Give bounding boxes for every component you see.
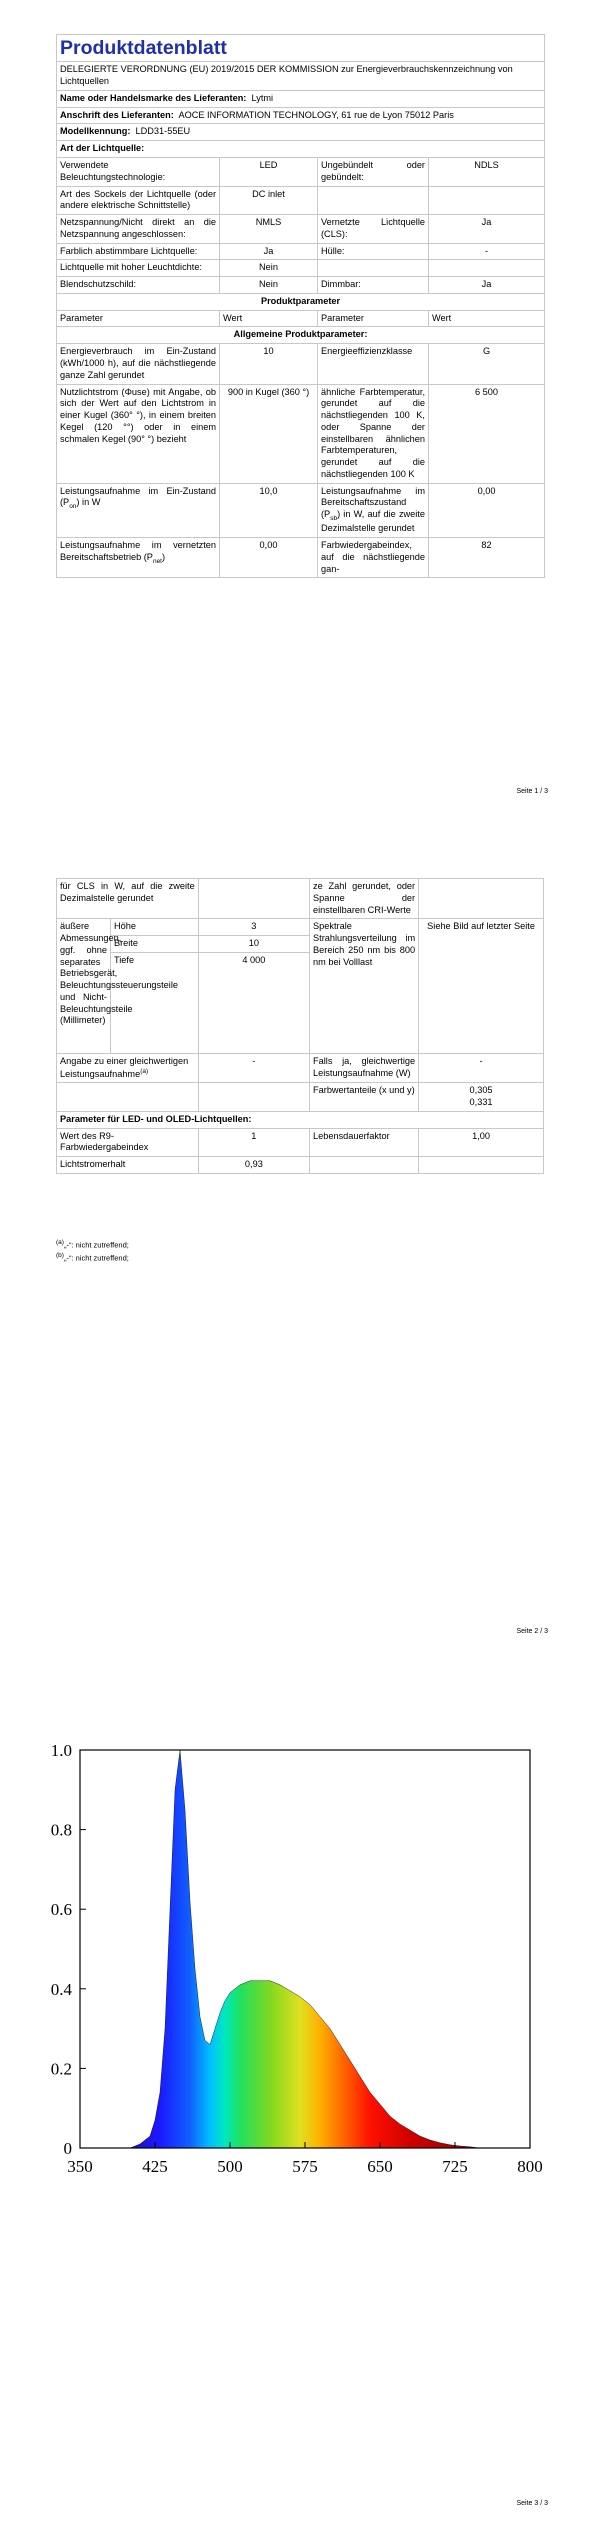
power-on-value: 10,0: [220, 483, 318, 537]
networked-standby-cont: für CLS in W, auf die zweite Dezimalstelle gerundet: [57, 879, 199, 919]
light-source-type-header: Art der Lichtquelle:: [57, 141, 545, 158]
lumen-maintenance-value: 0,93: [198, 1157, 309, 1174]
standby-label-unit: ) in W, auf die zweite Dezimalstelle gerundet: [321, 509, 425, 534]
regulation-text: DELEGIERTE VERORDNUNG (EU) 2019/2015 DER KOMMISSION zur Energieverbrauchskennzeichnung von Lichtquellen: [57, 62, 545, 91]
mains-value: NMLS: [220, 215, 318, 244]
networked-standby-label: [57, 538, 220, 578]
cri-value: 82: [429, 538, 545, 578]
equivalent-power-text: Angabe zu einer gleichwertigen Leistungsaufnahme: [60, 1055, 189, 1079]
x-tick-label: 500: [217, 2157, 243, 2176]
energy-class-value: G: [429, 344, 545, 384]
power-on-label-sub: on: [69, 503, 77, 511]
standby-label-sub: sb: [330, 514, 338, 522]
anti-glare-label: Blendschutzschild:: [57, 277, 220, 294]
spectrum-area: [110, 1750, 480, 2148]
high-luminance-label: Lichtquelle mit hoher Leuchtdichte:: [57, 260, 220, 277]
standby-label: [318, 483, 429, 537]
power-on-label-text: Leistungsaufnahme im Ein-Zustand (P: [60, 485, 216, 508]
unbundled-label: Ungebündelt oder gebündelt:: [318, 158, 429, 187]
tech-label: Verwendete Beleuchtungstechnologie:: [57, 158, 220, 187]
standby-label-text: Leistungsaufnahme im Bereitschaftszustand (P: [321, 485, 425, 520]
cri-label-cont: ze Zahl gerundet, oder Spanne der einstellbaren CRI-Werte: [310, 879, 419, 919]
page-footer-2: Seite 2 / 3: [516, 1628, 548, 1635]
supplier-name-row: [57, 90, 545, 107]
depth-label: Tiefe: [110, 952, 198, 1053]
unbundled-value: NDLS: [429, 158, 545, 187]
col-value-2: Wert: [429, 310, 545, 327]
y-tick-label: 0: [63, 2139, 72, 2158]
mains-label: Netzspannung/Nicht direkt an die Netzspannung angeschlossen:: [57, 215, 220, 244]
datasheet-table-page2: [56, 878, 544, 1174]
envelope-value: -: [429, 243, 545, 260]
x-tick-label: 650: [367, 2157, 393, 2176]
page-1: [0, 0, 596, 812]
supplier-name-label: Name oder Handelsmarke des Lieferanten:: [60, 92, 247, 103]
product-params-header: Produktparameter: [57, 293, 545, 310]
anti-glare-value: Nein: [220, 277, 318, 294]
supplier-name: Lytmi: [251, 92, 274, 103]
flux-label: Nutzlichtstrom (Φuse) mit Angabe, ob sich der Wert auf den Lichtstrom in einer Kugel (360° °), in einem breiten Kegel (120 °°) oder in einem schmalen Kegel (90° °) bezieht: [57, 384, 220, 483]
chromaticity-y: 0,331: [469, 1097, 493, 1108]
survival-factor-label: Lebensdauerfaktor: [310, 1128, 419, 1157]
page-footer-3: Seite 3 / 3: [516, 2500, 548, 2507]
flux-value: 900 in Kugel (360 °): [220, 384, 318, 483]
lumen-maintenance-label: Lichtstromerhalt: [57, 1157, 199, 1174]
x-tick-label: 425: [142, 2157, 168, 2176]
spd-value: Siehe Bild auf letzter Seite: [419, 919, 544, 1054]
footnote-a-text: „-“: nicht zutreffend;: [63, 1240, 129, 1250]
footnote-a-mark: (a): [56, 1239, 64, 1246]
page-footer-1: Seite 1 / 3: [516, 788, 548, 795]
networked-label-end: ): [162, 551, 166, 562]
height-value: 3: [198, 919, 309, 936]
energy-value: 10: [220, 344, 318, 384]
networked-label-sub: net: [152, 557, 162, 565]
supplier-address: AOCE INFORMATION TECHNOLOGY, 61 rue de Lyon 75012 Paris: [178, 109, 454, 120]
tech-value: LED: [220, 158, 318, 187]
r9-value: 1: [198, 1128, 309, 1157]
power-on-label-unit: ) in W: [76, 497, 101, 508]
chromaticity-value: [419, 1083, 544, 1112]
footnote-b: [56, 1251, 129, 1264]
power-on-label: [57, 483, 220, 537]
dimmable-label: Dimmbar:: [318, 277, 429, 294]
chromaticity-label: Farbwertanteile (x und y): [310, 1083, 419, 1112]
equivalent-watt-label: Falls ja, gleichwertige Leistungsaufnahme (W): [310, 1053, 419, 1083]
dimmable-value: Ja: [429, 277, 545, 294]
cct-label: ähnliche Farbtemperatur, gerundet auf die nächstliegenden 100 K, oder Spanne der einstellbaren ähnlichen Farbtemperaturen, gerundet auf die nächstliegenden 100 K: [318, 384, 429, 483]
high-luminance-value: Nein: [220, 260, 318, 277]
x-tick-label: 575: [292, 2157, 318, 2176]
footnotes: [56, 1238, 129, 1264]
col-parameter: Parameter: [57, 310, 220, 327]
networked-label-text: Leistungsaufnahme im vernetzten Bereitschaftsbetrieb (P: [60, 540, 216, 562]
page-2: [0, 812, 596, 1664]
x-tick-label: 800: [517, 2157, 543, 2176]
y-tick-label: 0.8: [50, 1820, 72, 1840]
connected-value: Ja: [429, 215, 545, 244]
footnote-b-text: „-“: nicht zutreffend;: [63, 1253, 129, 1263]
width-label: Breite: [110, 936, 198, 953]
cct-value: 6 500: [429, 384, 545, 483]
model-label: Modellkennung:: [60, 126, 131, 137]
width-value: 10: [198, 936, 309, 953]
y-tick-label: 0.4: [50, 1979, 72, 1999]
general-params-header: Allgemeine Produktparameter:: [57, 327, 545, 344]
supplier-address-row: [57, 107, 545, 124]
energy-label: Energieverbrauch im Ein-Zustand (kWh/1000 h), auf die nächstliegende ganze Zahl gerundet: [57, 344, 220, 384]
led-params-header: Parameter für LED- und OLED-Lichtquellen:: [57, 1111, 544, 1128]
page-3: [0, 1664, 596, 2526]
envelope-label: Hülle:: [318, 243, 429, 260]
cri-label: Farbwiedergabeindex, auf die nächstliegende gan-: [318, 538, 429, 578]
col-parameter-2: Parameter: [318, 310, 429, 327]
spectral-distribution-chart: [0, 1730, 596, 2250]
dimensions-label: äußere Abmessungen, ggf. ohne separates Betriebsgerät, Beleuchtungssteuerungsteile und Nicht-Beleuchtungsteile (Millimeter): [57, 919, 111, 1054]
depth-value: 4 000: [198, 952, 309, 1053]
chromaticity-x: 0,305: [469, 1085, 493, 1096]
spd-label: Spektrale Strahlungsverteilung im Bereich 250 nm bis 800 nm bei Volllast: [310, 919, 419, 1054]
datasheet-table-page1: [56, 34, 545, 578]
supplier-address-label: Anschrift des Lieferanten:: [60, 109, 174, 120]
r9-label: Wert des R9-Farbwiedergabeindex: [57, 1128, 199, 1157]
tunable-value: Ja: [220, 243, 318, 260]
networked-standby-value: 0,00: [220, 538, 318, 578]
x-tick-label: 725: [442, 2157, 468, 2176]
height-label: Höhe: [110, 919, 198, 936]
equivalent-power-footnote: (a): [140, 1067, 149, 1075]
y-tick-label: 0.6: [50, 1900, 72, 1920]
tunable-label: Farblich abstimmbare Lichtquelle:: [57, 243, 220, 260]
connected-label: Vernetzte Lichtquelle (CLS):: [318, 215, 429, 244]
y-tick-label: 0.2: [50, 2059, 72, 2079]
energy-class-label: Energieeffizienzklasse: [318, 344, 429, 384]
footnote-a: [56, 1238, 129, 1251]
standby-value: 0,00: [429, 483, 545, 537]
document-title: Produktdatenblatt: [57, 35, 545, 62]
y-tick-label: 1.0: [50, 1741, 72, 1760]
model-id: LDD31-55EU: [135, 126, 191, 137]
socket-label: Art des Sockels der Lichtquelle (oder andere elektrische Schnittstelle): [57, 186, 220, 215]
x-tick-label: 350: [67, 2157, 93, 2176]
equivalent-power-value: -: [198, 1053, 309, 1083]
socket-value: DC inlet: [220, 186, 318, 215]
model-row: [57, 124, 545, 141]
equivalent-watt-value: -: [419, 1053, 544, 1083]
survival-factor-value: 1,00: [419, 1128, 544, 1157]
footnote-b-mark: (b): [56, 1251, 64, 1259]
col-value: Wert: [220, 310, 318, 327]
equivalent-power-label: [57, 1053, 199, 1083]
